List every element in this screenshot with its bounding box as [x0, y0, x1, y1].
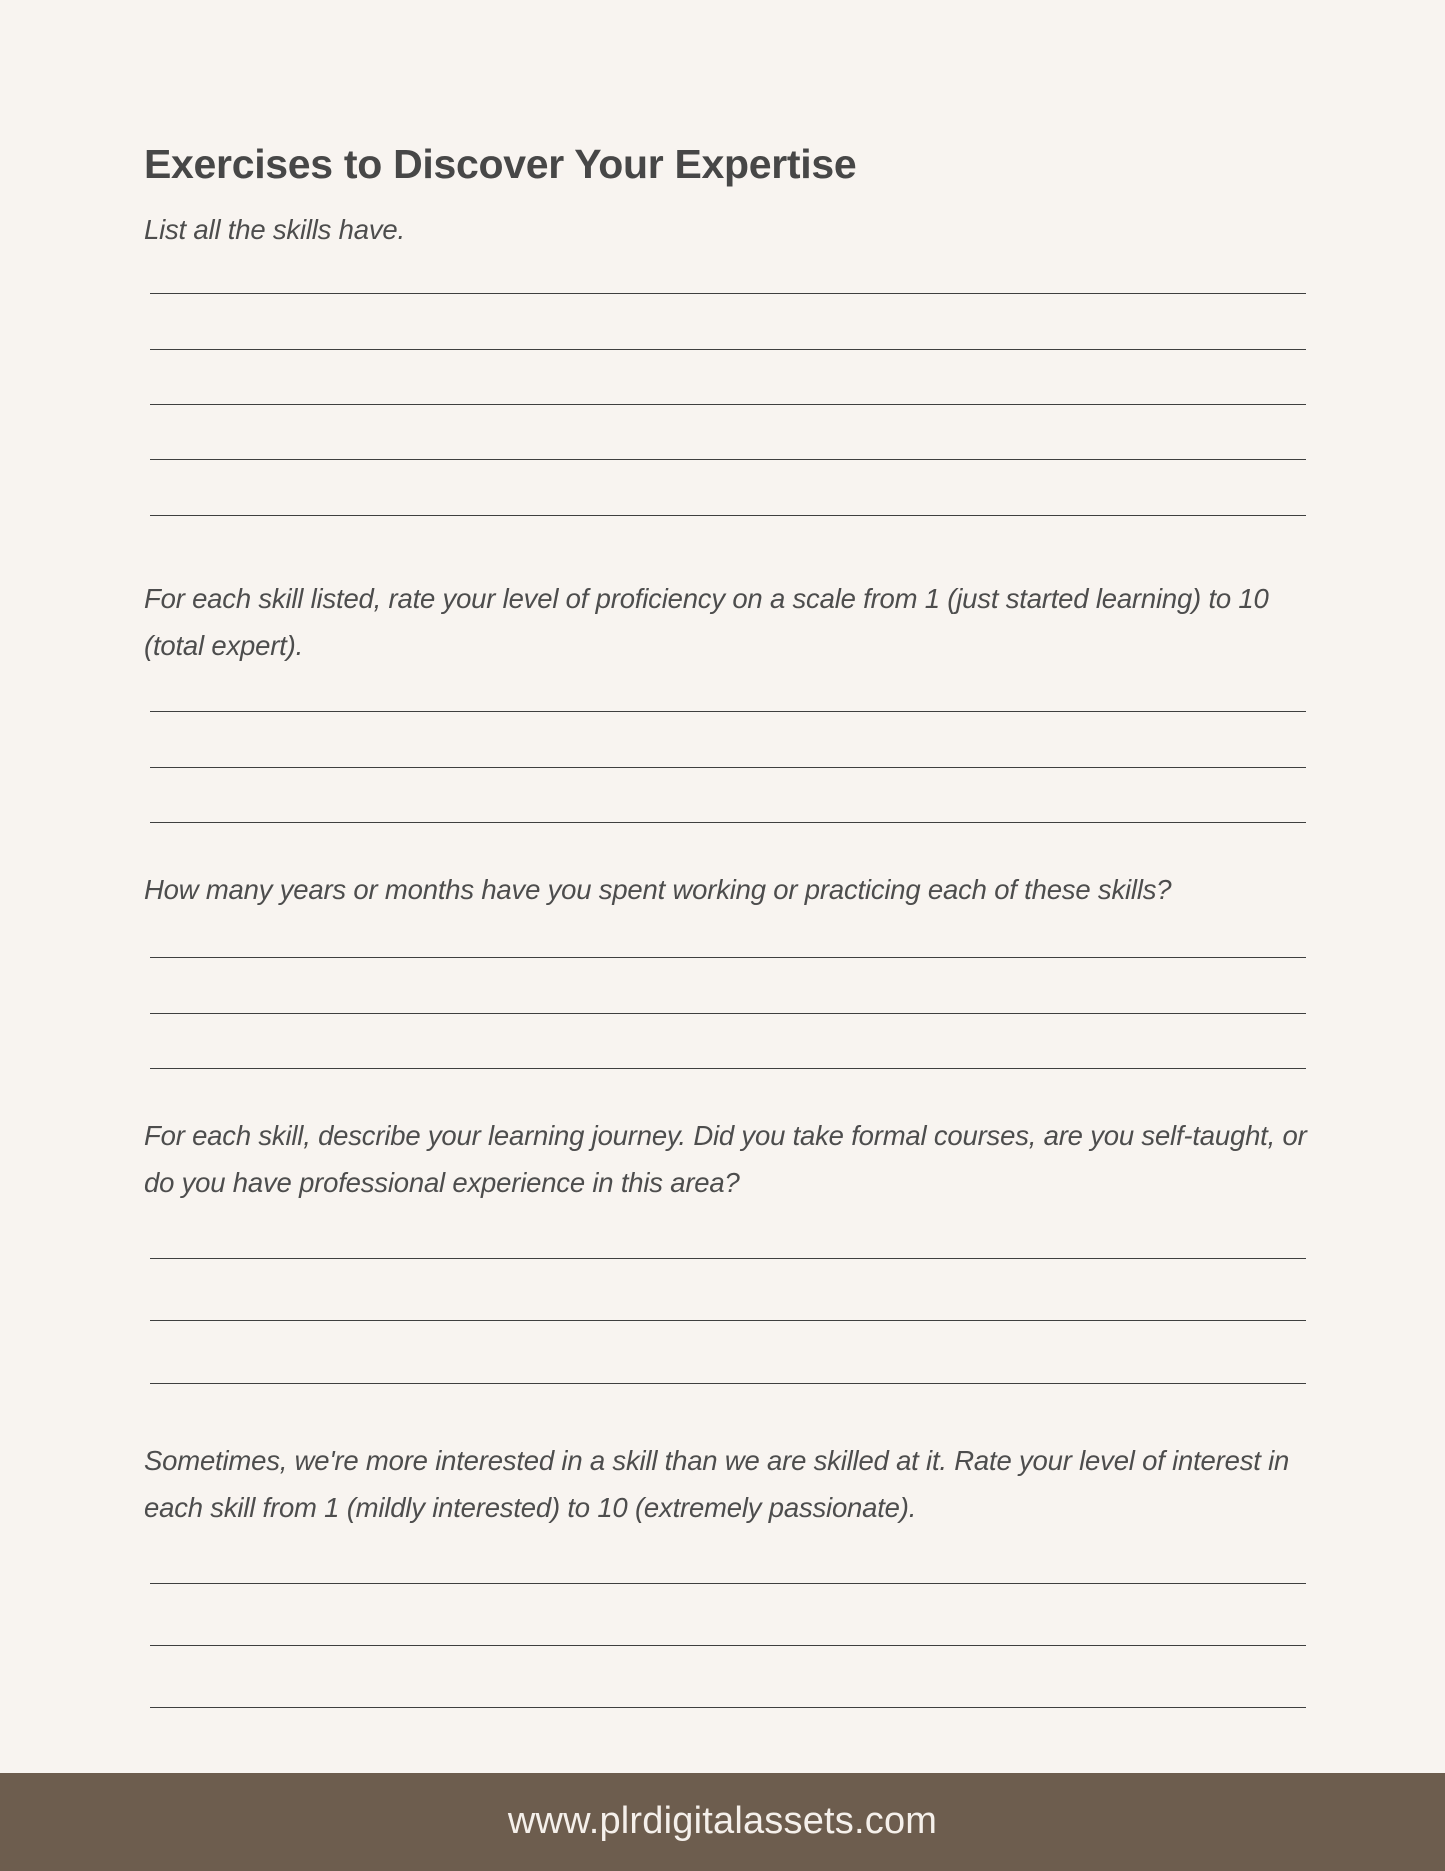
page-title: Exercises to Discover Your Expertise — [144, 141, 857, 187]
answer-line[interactable] — [150, 404, 1306, 405]
answer-line[interactable] — [150, 1013, 1306, 1014]
answer-line[interactable] — [150, 459, 1306, 460]
answer-line[interactable] — [150, 1068, 1306, 1069]
answer-line[interactable] — [150, 515, 1306, 516]
answer-line[interactable] — [150, 1645, 1306, 1646]
exercise-4-prompt: For each skill, describe your learning journey. Did you take formal courses, are you self-taught, or do you have professional experience in this area? — [144, 1120, 1307, 1198]
answer-line[interactable] — [150, 1707, 1306, 1708]
footer-website-url: www.plrdigitalassets.com — [507, 1800, 938, 1842]
exercise-2-prompt: For each skill listed, rate your level of proficiency on a scale from 1 (just started learning) to 10 (total expert). — [144, 583, 1269, 661]
answer-line[interactable] — [150, 767, 1306, 768]
footer-banner — [0, 1773, 1445, 1871]
answer-line[interactable] — [150, 1258, 1306, 1259]
answer-line[interactable] — [150, 1320, 1306, 1321]
exercise-1-prompt: List all the skills have. — [144, 214, 405, 245]
answer-line[interactable] — [150, 957, 1306, 958]
answer-line[interactable] — [150, 1383, 1306, 1384]
answer-line[interactable] — [150, 293, 1306, 294]
answer-line[interactable] — [150, 822, 1306, 823]
answer-line[interactable] — [150, 711, 1306, 712]
answer-line[interactable] — [150, 349, 1306, 350]
exercise-3-prompt: How many years or months have you spent working or practicing each of these skills? — [144, 874, 1172, 905]
exercise-5-prompt: Sometimes, we're more interested in a skill than we are skilled at it. Rate your level of interest in each skill from 1 (mildly interested) to 10 (extremely passionate). — [144, 1445, 1290, 1523]
answer-line[interactable] — [150, 1583, 1306, 1584]
